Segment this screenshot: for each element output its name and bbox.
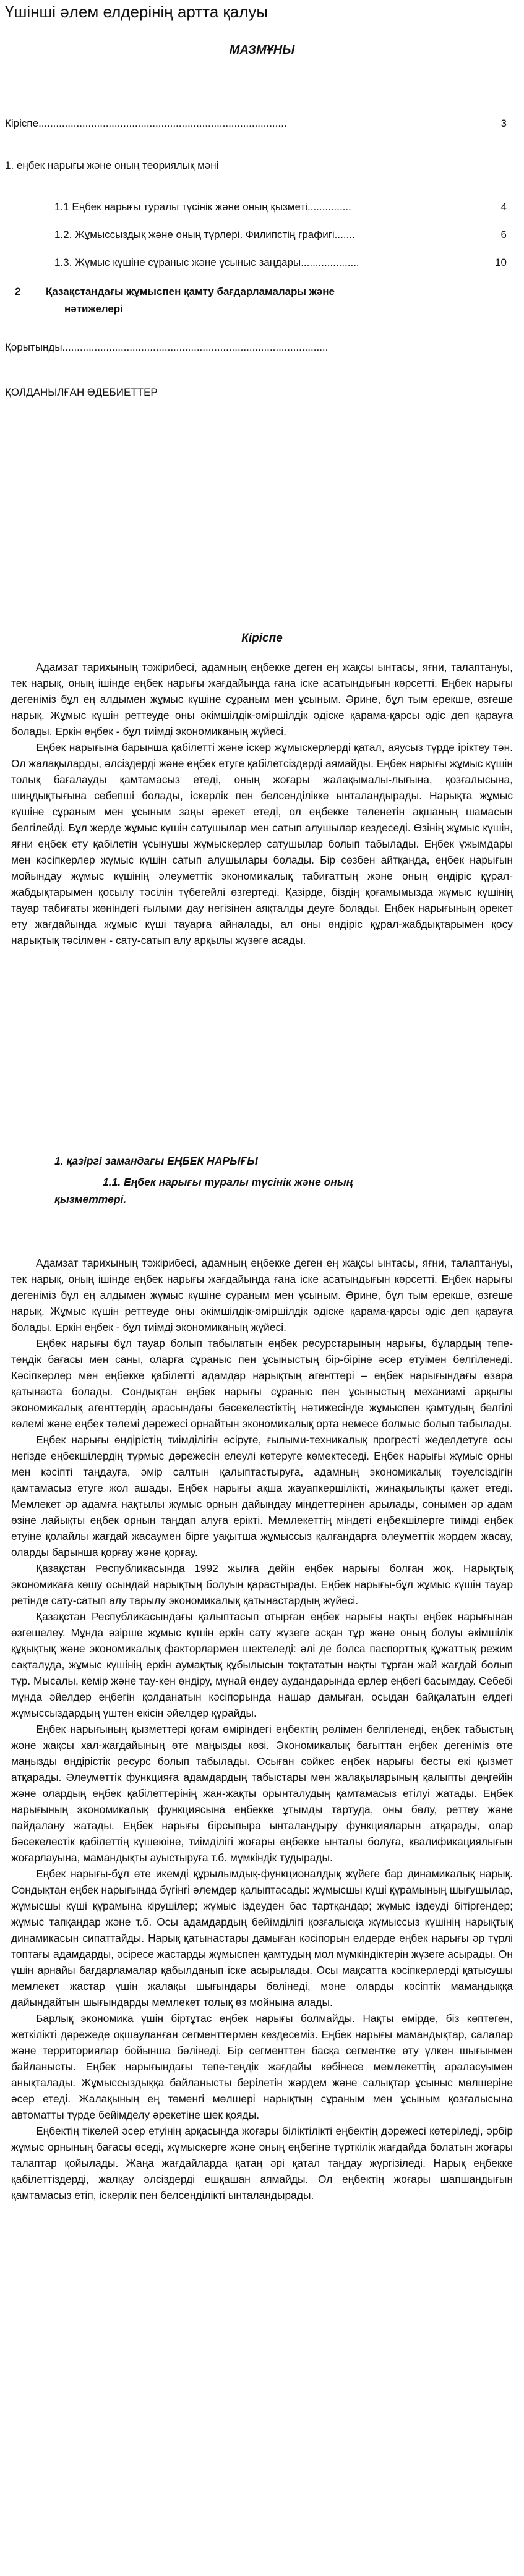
toc-section-1-1: 1.1 Еңбек нарығы туралы түсінік және оның қызметі............... (54, 201, 351, 213)
toc-section-1-3: 1.3. Жұмыс күшіне сұраныс және ұсыныс заңдары.................... (54, 257, 359, 268)
intro-heading: Кіріспе (241, 632, 283, 645)
part11-heading-line2: қызметтері. (54, 1193, 127, 1205)
toc-intro-page: 3 (500, 117, 507, 129)
body-paragraph: Еңбек нарығының қызметтері қоғам өміріндегі еңбектің рөлімен белгіленеді, еңбек табыстың және жақсы хал-жағдайының өте маңызды көзі. Экономикалық бағыттан еңбек дегеніміз өте маңызды өндірістік ресурс болып табылады. Осыған сәйкес еңбек нарығы бесты екі қызмет атқарады. Әлеуметтік функцияға адамдардың табыстары мен жалақыларының қалыпты деңгейін және олардың еңбек қабілеттерінің жан-жақты орынталудың қамтамасыз етілуі жатады. Еңбек нарығының экономикалық функциясына еңбекке ұтымды тартуда, оны бөлу, реттеу және пайдалану жатады. Еңбек нарығы бірсыпыра ынталандыру функцияларын атқарады, олар бәсекелестік қабілеттің күшеюіне, тиімділігі жоғары еңбекке ынталы болуға, квалификациялығын жоғарлауына, мамандықты ауыстыруға т.б. мүмкіндік тудырады. (11, 1723, 513, 1864)
body-paragraph: Еңбек нарығы-бұл өте икемді құрылымдық-функционалдық жүйеге бар динамикалық нарық. Сондықтан еңбек нарығында бүгінгі әлемдер қалыптасады: жұмысшы күші құрамының шығушылар, жұмысшы күші құрамына кірушілер; жұмыс іздеуден бас тартқандар; жұмыс іздеуді бітіргендер; жұмыс тапқандар және т.б. Осы адамдардың бейімділігі қозғалысқа жұмыссыз күшінің нарықтық динамикасын сипаттайды. Нарық қатынастары дамыған кәсіпорын елдерде еңбек нарығы әр түрлі топтағы адамдарды, әсіресе жастарды жұмыспен қамтудың мол мүмкіндіктерін жүзеге асырады. Он үшін арнайы бағдарламалар қабылданып іске асырылады. Осы мақсатта кәсіпкерлерді қатысушы мемлекет жастар үшін жалақы шығындары бөлінеді, мәне оларды кәсіптік мамандыққа дайындайтын шығындарды мемлекет толық өз мойнына алады. (11, 1868, 513, 2009)
toc-section-1-2: 1.2. Жұмыссыздық және оның түрлері. Филипстің графигі....... (54, 229, 355, 240)
toc-chapter2-line1: Қазақстандағы жұмыспен қамту бағдарламалары және (46, 286, 335, 297)
part1-heading: 1. қазіргі замандағы ЕҢБЕК НАРЫҒЫ (54, 1155, 258, 1167)
body-paragraph: Еңбек нарығы бұл тауар болып табылатын еңбек ресурстарының нарығы, бұлардың тепе-теңдік бағасы мен саны, оларға сұраныс пен ұсыныстың бір-біріне әсер етуімен белгіленеді. Кәсіпкерлер мен еңбекке қабілетті адамдар нарықтың агенттері – еңбек нарығындағы өзара қатынаста болады. Сондықтан еңбек нарығы сұраныс пен ұсыныстың механизмі арқылы экономикалық агенттердің арасындағы бәсекелестіктің нәтижесінде жұмыспен қамтудың белгілі көлемі және еңбек төлемі дәрежесі орнайтын экономикалық орта немесе болмыс болып табылады. (11, 1337, 513, 1430)
body-paragraph: Адамзат тарихының тәжірибесі, адамның еңбекке деген ең жақсы ынтасы, яғни, талаптануы, тек нарық, оның ішінде еңбек нарығы жағдайында ғана іске асатындығын көрсетті. Еңбек нарығы дегеніміз бұл ең алдымен жұмыс күшіне сұраным мен ұсыным. Әрине, бұл тым ерекше, өзгеше нарық. Жұмыс күшін реттеуде оны әкімшілдік-әміршілдік әдіске қарама-қарсы әдіс деп қарауға болады. Еркін еңбек - бұл тиімді экономиканың жүйесі. (11, 1257, 513, 1333)
toc-heading: МАЗМҰНЫ (229, 43, 295, 57)
body-paragraph: Еңбек нарығы өндірістің тиімділігін өсіруге, ғылыми-техникалық прогресті жеделдетуге осы негізде еңбекшілердің тұрмыс дәрежесін елеулі көтеруге көмектеседі. Еңбек нарығы жұмыс орны мен кәсіпті таңдауға, әмір салтын қалыптастыруға, адамның экономикалық тәуелсіздігін қамтамасыз етуге жол ашады. Еңбек нарығы ақша жауапкершілікті, жинақылықты қажет етеді. Мемлекет әр адамға нақтылы жұмыс орнын дайындау міндеттерінен арылады, сонымен әр адам өзіне лайықты еңбек орнын таңдап алуға ерікті. Мемлекеттің міндеті еңбекшілерге тиімді еңбек етуіне қолайлы жағдай жасаумен бірге уақытша жұмыссыз қалғандарға әлеуметтік жәрдем жасау, оларды барынша қорғау және қорғау. (11, 1434, 513, 1558)
document-title: Үшінші әлем елдерінің артта қалуы (5, 2, 268, 21)
toc-references: ҚОЛДАНЫЛҒАН ӘДЕБИЕТТЕР (5, 386, 158, 398)
intro-section (11, 659, 513, 948)
body-paragraph: Еңбектің тікелей әсер етуінің арқасында жоғары біліктілікті еңбектің дәрежесі көтеріледі, әрбір жұмыс орнының бағасы өседі, жұмыскерге және оның еңбегіне түрткілік жағдайда болатын жоғары талаптар қойылады. Жаңа жағдайларда қатаң әрі қатал таңдау жүргізіледі. Нарық еңбекке қабілеттіздерді, жалқау әлсіздерді ешқашан аямайды. Ол еңбектің жоғары шапшандығын қамтамасыз етіп, іскерлік пен белсенділікті ынталандырады. (11, 2125, 513, 2201)
body-paragraph: Барлық экономика үшін біртұтас еңбек нарығы болмайды. Нақты өмірде, біз көптеген, жеткілікті дәрежеде оқшауланған сегменттермен кездесеміз. Еңбек нарығы мамандықтар, салалар және территориялар бойынша бөлінеді. Бір сегменттен басқа сегментке өту үлкен шығынмен байланысты. Еңбек нарығындағы тепе-теңдік жағдайы көбінесе мемлекеттің араласуымен анықталады. Жұмыссыздыққа байланысты берілетін жәрдем және салықтар ұсыныс мөлшеріне әсер етеді. Жалақының ең төменгі мөлшері нарықтың сұраным мен ұсыным қозғалысына автоматты түрде бейімделу әрекетіне шек қояды. (11, 2012, 513, 2121)
body-paragraph: Қазақстан Республикасындағы қалыптасып отырған еңбек нарығы нақты еңбек нарығынан өзгешелеу. Мұнда әзірше жұмыс күшін еркін сату жүзеге асқан тұр және оның болуы әкімшілік құқықтық және экономикалық факторлармен шектеледі: әлі де болса паспорттық құжаттық режим сақталуда, жұмыс күшінің еркін аумақтық құбылысын тоқтататын нақты тұрған жай жағдай болып тұр. Мысалы, кемір және тау-кен өндіру, мұнай өндеу аудандарында ерлер еңбегі басымдау. Себебі мұнда әйелдер еңбегін қолданатын кәсіпорында нашар дамыған, осыдан байқалатын елдегі жұмыссыздардың үштен екісін әйелдер құрайды. (11, 1610, 513, 1719)
body-section (11, 1255, 513, 2203)
toc-chapter2-line2: нәтижелері (64, 303, 123, 315)
intro-paragraph: Еңбек нарығына барынша қабілетті және іскер жұмыскерлерді қатал, аяусыз түрде іріктеу тән. Ол жалақыларды, әлсіздерді және еңбек етуге қабілетсіздерді аямайды. Еңбек нарығы жұмыс күшін толық бағалауды қамтамасыз етеді, оның жоғары жалақымалы-лығына, қозғалысына, шиңдықтығына себепші болады, іскерлік пен белсенділікке ынталандырады. Нарықта жұмыс күшіне сұраным мен ұсыным заңы әрекет етеді, ол еңбекке төленетін ақшаның шамасын белгілейді. Бұл жерде жұмыс күшін сатушылар мен сатып алушылар кездеседі. Өзінің жұмыс күшін, яғни еңбек ету қабілетін ұсынушы жұмыскерлер сатушылар болып табылады. Еңбек ұжымдары мен кәсіпкерлер жұмыс күшін сатып алушылары болады. Бір сөзбен айтқанда, еңбек нарығын мойындау жұмыс күшінің әлеуметтік экономикалық табиғаттың және оның өндіріс құрал-жабдықтарымен қосылу тәсілін түбегейлі өзгертеді. Қазірде, біздің қоғамымызда жұмыс күшінің тауар табиғаты жөніндегі ғылыми дау негізінен аяқталды деуге болады. Еңбек нарығының әрекет ету жағдайында жұмыс күші тауарға айналады, ал оны өндіріс құрал-жабдықтарымен қосу нарықтық тәсілмен - сату-сатып алу арқылы жүзеге асады. (11, 741, 513, 946)
toc-section-1-2-page: 6 (500, 229, 507, 240)
body-paragraph: Қазақстан Республикасында 1992 жылға дейін еңбек нарығы болған жоқ. Нарықтық экономикаға көшу осындай нарықтың болуын қарастырады. Еңбек нарығы-бұл жұмыс күшін тауар ретінде сату-сатып алу тарылу экономикалық қатынастардың жүйесі. (11, 1562, 513, 1607)
toc-section-1-3-page: 10 (495, 257, 507, 268)
part11-heading-line1: 1.1. Еңбек нарығы туралы түсінік және оның (103, 1176, 353, 1188)
toc-conclusion: Қорытынды........................................................................................... (5, 341, 329, 353)
toc-chapter1: 1. еңбек нарығы және оның теориялық мәні (5, 159, 219, 171)
toc-chapter2-number: 2 (15, 286, 21, 297)
toc-section-1-1-page: 4 (500, 201, 507, 213)
toc-intro: Кіріспе..................................................................................... (5, 117, 287, 129)
intro-paragraph: Адамзат тарихының тәжірибесі, адамның еңбекке деген ең жақсы ынтасы, яғни, талаптануы, тек нарық, оның ішінде еңбек нарығы жағдайында ғана іске асатындығын көрсетті. Еңбек нарығы дегеніміз бұл ең алдымен жұмыс күшіне сұраным мен ұсыным. Әрине, бұл тым ерекше, өзгеше нарық. Жұмыс күшін реттеуде оны әкімшілдік-әміршілдік әдіске қарама-қарсы әдіс деп қарауға болады. Еркін еңбек - бұл тиімді экономиканың жүйесі. (11, 661, 513, 738)
